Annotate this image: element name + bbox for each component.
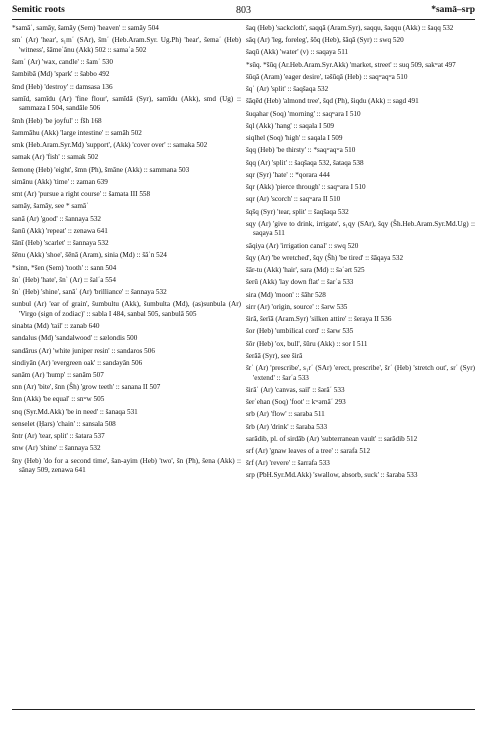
dictionary-entry: šqʾ (Ar) 'split' :: šaqšaqa 532 xyxy=(246,85,329,94)
dictionary-entry: šammāhu (Akk) 'large intestine' :: samāh 502 xyxy=(12,128,142,137)
dictionary-entry: sqr (Syr) 'hate' :: *qorara 444 xyxy=(246,170,330,179)
dictionary-entry: šār-tu (Akk) 'hair', sara (Md) :: šəʿərt 525 xyxy=(246,266,365,275)
dictionary-entry: šrf (Ar) 'revere' :: šarrafa 533 xyxy=(246,459,330,468)
dictionary-entry: šql (Akk) 'hang' :: saqala I 509 xyxy=(246,121,335,130)
dictionary-entry: šmh (Heb) 'be joyful' :: fšh 168 xyxy=(12,116,102,125)
page-number: 803 xyxy=(236,5,251,16)
dictionary-entry: šqq (Heb) 'be thirsty' :: *saqʷaqʷa 510 xyxy=(246,146,356,155)
dictionary-entry: sarādib, pl. of sirdāb (Ar) 'subterranean vault' :: sarādib 512 xyxy=(246,434,418,443)
dictionary-entry: šnʾ (Heb) 'hate', šnʾ (Ar) :: šalʿa 554 xyxy=(12,275,116,284)
dictionary-entry: šēnu (Akk) 'shoe', šēnā (Aram), sinia (Md) :: šāʿn 524 xyxy=(12,251,167,260)
dictionary-entry: šemonę (Heb) 'eight', šmn (Ph), šmāne (Akk) :: sammana 503 xyxy=(12,165,190,174)
dictionary-entry: sinabta (Md) 'tail' :: zanab 640 xyxy=(12,322,100,331)
header-rule xyxy=(12,19,475,20)
dictionary-entry: snq (Syr.Md.Akk) 'be in need' :: šanaqa 531 xyxy=(12,407,138,416)
dictionary-entry: šrʿ (Ar) 'prescribe', s₁rʿ (SAr) 'erect, prescribe', šrʿ (Heb) 'stretch out', srʿ (Syr) 'extend' :: šarʿa 533 xyxy=(246,363,475,382)
dictionary-entry: srf (Ar) 'gnaw leaves of a tree' :: sarafa 512 xyxy=(246,447,371,456)
dictionary-entry: sunbul (Ar) 'ear of grain', šumbultu (Akk), šumbulta (Md), (as)sunbula (Ar) 'Virgo (sign of zodiac)' :: sabla I 484, sanbal 505, sanbulā 505 xyxy=(12,300,241,318)
dictionary-entry: samīd, samīdu (Ar) 'fine flour', samīdā (Syr), samīdu (Akk), smd (Ug) :: sammaza I 504, sandāle 506 xyxy=(12,94,241,113)
dictionary-entry: sāqiya (Ar) 'irrigation canal' :: swq 520 xyxy=(246,241,359,250)
dictionary-entry: sindiyān (Ar) 'evergreen oak' :: sandəyān 506 xyxy=(12,358,143,367)
dictionary-entry: smt (Ar) 'pursue a right course' :: šamata III 558 xyxy=(12,190,151,199)
dictionary-entry: sanām (Ar) 'hump' :: sanām 507 xyxy=(12,371,104,380)
dictionary-entry: šqq (Ar) 'split' :: šaqšaqa 532, šataqa 538 xyxy=(246,158,364,167)
dictionary-entry: širā, šerīā (Aram.Syr) 'silken attire' :: šeraya II 536 xyxy=(246,315,392,324)
dictionary-entry: snn (Ar) 'bite', šnn (Ŝh) 'grow teeth' :: sanana II 507 xyxy=(12,383,161,392)
dictionary-entry: snw (Ar) 'shine' :: šannaya 532 xyxy=(12,444,101,453)
running-head-left: Semitic roots xyxy=(12,5,65,15)
dictionary-entry: šor (Heb) 'umbilical cord' :: šərw 535 xyxy=(246,327,354,336)
dictionary-entry: simānu (Akk) 'time' :: zaman 639 xyxy=(12,177,108,186)
dictionary-entry: samak (Ar) 'fish' :: samak 502 xyxy=(12,153,99,162)
dictionary-entry: sandalus (Md) 'sandalwood' :: sælondis 500 xyxy=(12,334,138,343)
dictionary-entry: šāqēd (Heb) 'almond tree', šqd (Ph), šiqdu (Akk) :: sagd 491 xyxy=(246,97,419,106)
dictionary-entry: šerʿehan (Soq) 'foot' :: kʷərnāʿ 293 xyxy=(246,398,346,407)
dictionary-entry: šnn (Akk) 'be equal' :: snʷw 505 xyxy=(12,395,105,404)
dictionary-entry: sāq (Ar) 'leg, foreleg', šōq (Heb), šāqā (Syr) :: swq 520 xyxy=(246,36,404,45)
dictionary-entry: šrb (Ar) 'drink' :: šaraba 533 xyxy=(246,422,328,431)
dictionary-entry: šny (Heb) 'do for a second time', šan-ayim (Heb) 'two', šn (Ph), šena (Akk) :: sānay 509, zenawa 641 xyxy=(12,456,241,475)
dictionary-entry: šqy (Ar) 'be wretched', šqy (Ŝh) 'be tired' :: šāqaya 532 xyxy=(246,253,404,262)
dictionary-entry: šntr (Ar) 'tear, split' :: šatara 537 xyxy=(12,432,105,441)
dictionary-entry: šūqā (Aram) 'eager desire', təšūqā (Heb) :: saqʷaqʷa 510 xyxy=(246,72,408,81)
dictionary-entry: sira (Md) 'moon' :: šāhr 528 xyxy=(246,290,326,299)
dictionary-entry: šerū (Akk) 'lay down flat' :: šarʿa 533 xyxy=(246,278,354,287)
dictionary-entry: *sūq. *šūq (Ar.Heb.Aram.Syr.Akk) 'market, street' :: suq 509, sakʷat 497 xyxy=(246,60,456,69)
dictionary-entry: šaqū (Akk) 'water' (v) :: saqaya 511 xyxy=(246,48,349,57)
dictionary-entry: šōr (Heb) 'ox, bull', šūru (Akk) :: sor I 511 xyxy=(246,339,368,348)
dictionary-entry: sqy (Ar) 'give to drink, irrigate', s₁qy (SAr), šqy (Ŝh.Heb.Aram.Syr.Md.Ug) :: saqaya 511 xyxy=(246,219,475,238)
dictionary-entry: sanā (Ar) 'good' :: šannaya 532 xyxy=(12,214,102,223)
dictionary-entry: šqr (Akk) 'pierce through' :: saqʷara I 510 xyxy=(246,183,366,192)
dictionary-entry: senselet (Ḥars) 'chain' :: sansala 508 xyxy=(12,419,116,428)
dictionary-entry: šambibā (Md) 'spark' :: šabbo 492 xyxy=(12,70,110,79)
dictionary-entry: šnʾ (Heb) 'shine', sanāʾ (Ar) 'brilliance' :: šannaya 532 xyxy=(12,287,167,296)
dictionary-entry: šānī (Heb) 'scarlet' :: šannaya 532 xyxy=(12,239,109,248)
dictionary-entry: samāy, šamāy, see * samāʾ xyxy=(12,202,89,211)
dictionary-entry: *samāʾ, samāy, šamāy (Sem) 'heaven' :: samāy 504 xyxy=(12,24,159,32)
dictionary-entry: sandārus (Ar) 'white juniper resin' :: sandaros 506 xyxy=(12,346,155,355)
dictionary-entry: širāʿ (Ar) 'canvas, sail' :: šərāʿ 533 xyxy=(246,385,345,394)
dictionary-entry: šamʿ (Ar) 'wax, candle' :: šamʿ 530 xyxy=(12,58,113,67)
dictionary-entry: srb (Ar) 'flow' :: saraba 511 xyxy=(246,410,325,419)
footer-rule xyxy=(12,709,475,710)
dictionary-entry: sqr (Ar) 'scorch' :: saqʷara II 510 xyxy=(246,195,341,204)
dictionary-entry: siqlhel (Soq) 'high' :: saqala I 509 xyxy=(246,134,343,143)
dictionary-entry: šerāā (Syr), see širā xyxy=(246,351,303,360)
dictionary-entry: srp (PbH.Syr.Md.Akk) 'swallow, absorb, suck' :: šaraba 533 xyxy=(246,471,418,480)
right-column xyxy=(246,24,475,706)
dictionary-entry: sirr (Ar) 'origin, source' :: šərw 535 xyxy=(246,302,348,311)
left-column xyxy=(12,24,241,706)
dictionary-entry: šaq (Heb) 'sackcloth', saqqā (Aram.Syr), saqqu, šaqqu (Akk) :: šaqq 532 xyxy=(246,24,454,32)
dictionary-entry: *sinn, *šen (Sem) 'tooth' :: sann 504 xyxy=(12,263,117,272)
dictionary-entry: smʿ (Ar) 'hear', s₁mʿ (SAr), šmʿ (Heb.Aram.Syr. Ug.Ph) 'hear', šemaʿ (Heb) 'witness', šāmeʿânu (Akk) 502 :: samaʿa 502 xyxy=(12,36,241,54)
dictionary-entry: šqšq (Syr) 'tear, split' :: šaqšaqa 532 xyxy=(246,207,349,216)
dictionary-entry: šanū (Akk) 'repeat' :: zenawa 641 xyxy=(12,226,108,235)
dictionary-entry: šmd (Heb) 'destroy' :: damsasa 136 xyxy=(12,82,113,91)
dictionary-entry: smk (Heb.Aram.Syr.Md) 'support', (Akk) 'cover over' :: samaka 502 xyxy=(12,141,208,150)
running-head-right: *samā–srp xyxy=(431,5,475,15)
dictionary-entry: šuqahar (Soq) 'morning' :: saqʷara I 510 xyxy=(246,109,361,118)
